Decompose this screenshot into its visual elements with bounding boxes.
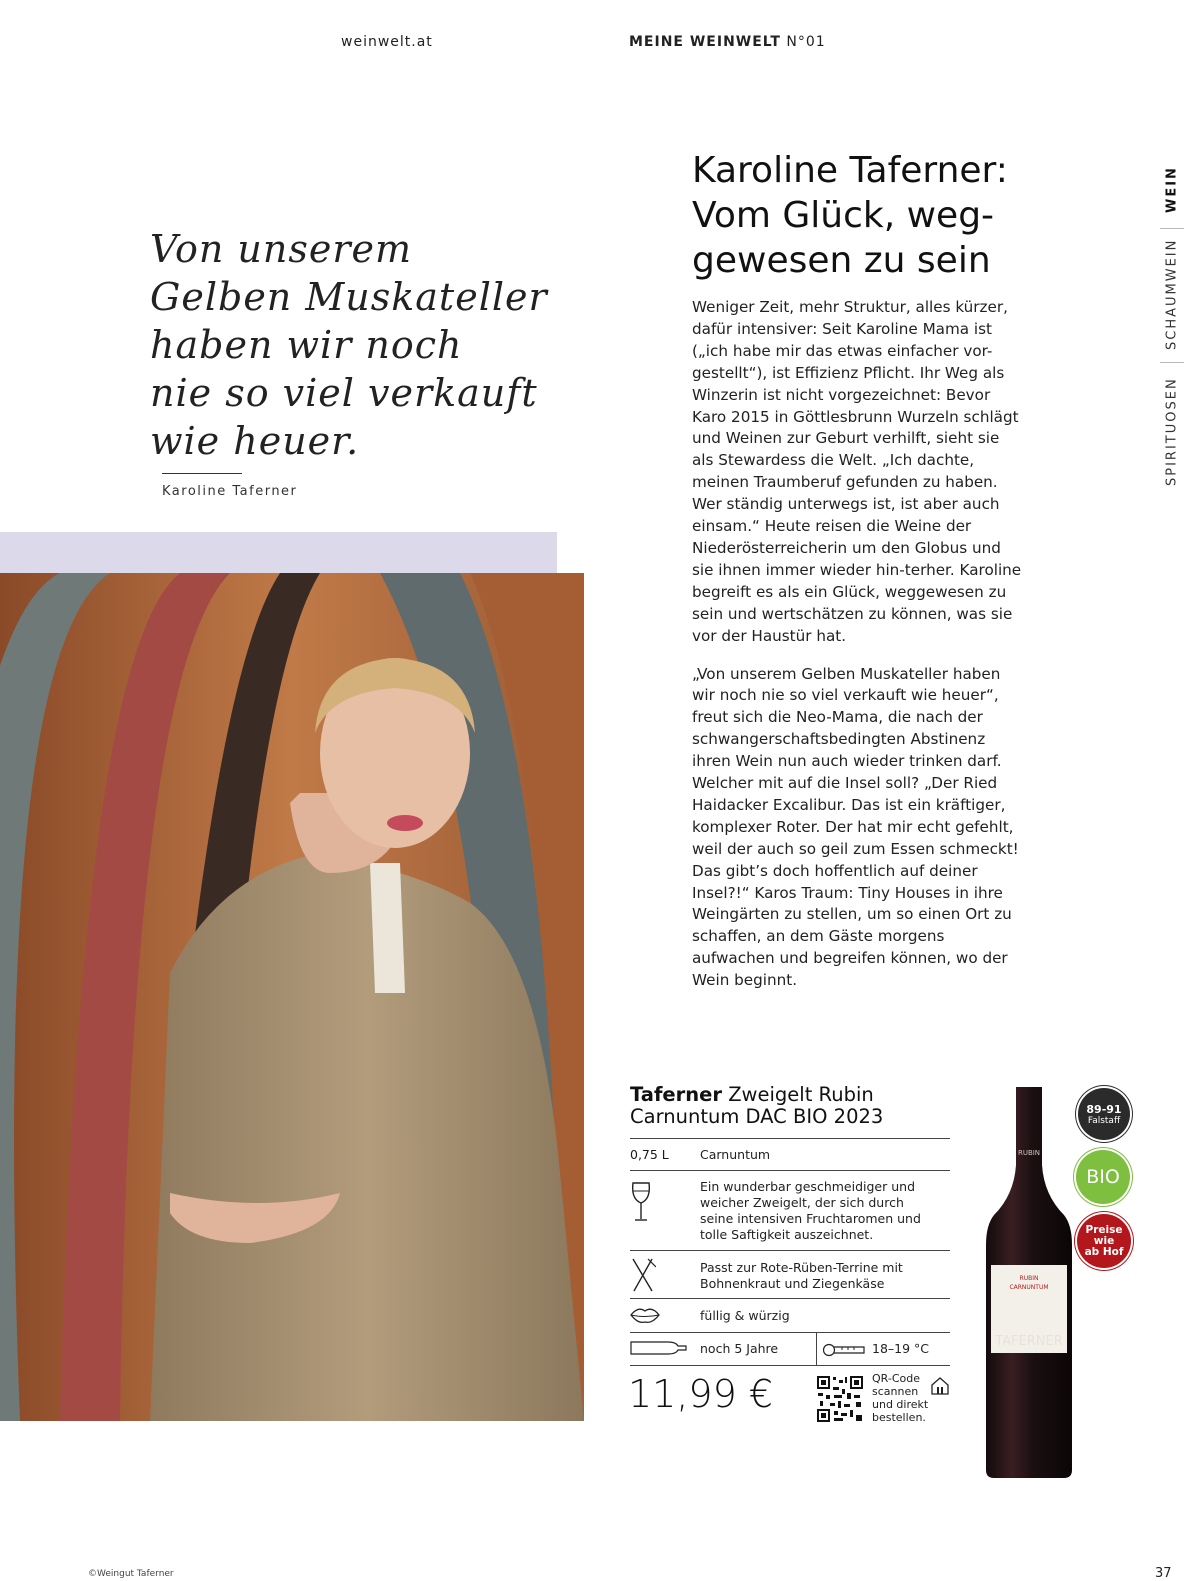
qr-text-line: und direkt [872, 1398, 929, 1411]
article-title [692, 148, 1092, 283]
bottle-label-line: CARNUNTUM [1009, 1284, 1049, 1291]
bio-label: BIO [1086, 1166, 1120, 1188]
title-line: Vom Glück, weg- [692, 195, 995, 236]
wine-storage: noch 5 Jahre [700, 1341, 779, 1356]
title-line: gewesen zu sein [692, 240, 991, 281]
bottle-label-line: RUBIN [1019, 1275, 1039, 1282]
quote-line: haben wir noch [150, 323, 463, 367]
sidenav-divider [1160, 362, 1184, 363]
falstaff-score: 89-91 [1086, 1102, 1122, 1116]
wine-taste: füllig & würzig [700, 1308, 790, 1323]
qr-text-line: QR-Code [872, 1372, 920, 1385]
sidenav-item-spirituosen[interactable]: SPIRITUOSEN [1164, 377, 1180, 487]
quote-line: Gelben Muskateller [150, 275, 548, 319]
wine-description: Ein wunderbar geschmeidiger und weicher Zweigelt, der sich durch seine intensiven Fruchtaromen und tolle Saftigkeit auszeichnet. [700, 1179, 921, 1242]
wine-name [630, 1084, 950, 1128]
bio-badge [1076, 1150, 1130, 1204]
spec-row-description [630, 1170, 950, 1251]
spec-row-storage [630, 1332, 950, 1366]
article-body [692, 297, 1022, 1008]
wine-temperature: 18–19 °C [872, 1341, 930, 1356]
sidenav-divider [1160, 228, 1184, 229]
falstaff-badge [1078, 1088, 1130, 1140]
quote-line: wie heuer. [150, 419, 360, 463]
hof-badge-line: ab Hof [1084, 1245, 1124, 1258]
spec-divider [816, 1333, 817, 1365]
portrait-illustration [0, 573, 584, 1421]
wine-pairing: Passt zur Rote-Rüben-Terrine mit Bohnenkraut und Ziegenkäse [700, 1260, 903, 1291]
falstaff-label: Falstaff [1087, 1115, 1121, 1126]
lips-icon [630, 1305, 660, 1325]
article-paragraph: „Von unserem Gelben Muskateller haben wir noch nie so viel verkauft wie heuer“, freut sich die Neo-Mama, die nach der schwangerschaftsbedingten Abstinenz ihren Wein nun auch wieder trinken darf. Welcher mit auf die Insel soll? „Der Ried Haidacker Excalibur. Das ist ein kräftiger, komplexer Roter. Der hat mir echt gefehlt, weil der auch so geil zum Essen schmeckt! Das gibt’s doch hoffentlich auf deiner Insel?!“ Karos Traum: Tiny Houses in ihre Weingärten zu stellen, um so einen Ort zu schaffen, an dem Gäste morgens aufwachen und begreifen können, wo der Wein beginnt. [692, 664, 1019, 990]
wine-glass-icon [630, 1181, 652, 1223]
quote-author: Karoline Taferner [162, 484, 298, 499]
sidenav-item-wein[interactable]: WEIN [1164, 166, 1180, 214]
site-name[interactable]: weinwelt.at [341, 34, 433, 50]
page-number: 37 [1155, 1566, 1172, 1581]
wine-name-rest: Zweigelt Rubin [728, 1083, 874, 1106]
thermometer-icon [822, 1343, 866, 1357]
spec-row-volume [630, 1138, 950, 1171]
decorative-band [0, 532, 557, 573]
wine-volume: 0,75 L [630, 1147, 669, 1162]
magazine-issue: N°01 [786, 34, 826, 50]
spec-row-pairing [630, 1250, 950, 1299]
qr-text-line: scannen [872, 1385, 919, 1398]
magazine-title [629, 34, 826, 50]
title-line: Karoline Taferner: [692, 150, 1008, 191]
photo-credit: ©Weingut Taferner [88, 1569, 174, 1579]
spec-row-taste [630, 1298, 950, 1333]
article-paragraph: Weniger Zeit, mehr Struktur, alles kürzer, dafür intensiver: Seit Karoline Mama ist („ich habe mir das etwas einfacher vor-gestellt“), ist Effizienz Pflicht. Ihr Weg als Winzerin ist nicht vorgezeichnet: Bevor Karo 2015 in Göttlesbrunn Wurzeln schlägt und Weinen zur Geburt verhilft, sieht sie als Stewardess die Welt. „Ich dachte, meinen Traumberuf gefunden zu haben. Wer ständig unterwegs ist, ist aber auch einsam.“ Heute reisen die Weine der Niederösterreicherin um den Globus und sie ihnen immer wieder hin-terher. Karoline begreift es als ein Glück, weggewesen zu sein und wertschätzen zu können, was sie vor der Haustür hat. [692, 298, 1022, 645]
magazine-name: MEINE WEINWELT [629, 34, 781, 50]
shop-icon[interactable] [930, 1376, 950, 1396]
wine-region: Carnuntum [700, 1147, 771, 1162]
sidenav-item-schaumwein[interactable]: SCHAUMWEIN [1164, 238, 1180, 350]
bottle-brand: TAFERNER [995, 1334, 1063, 1349]
wine-bottle-image [984, 1085, 1074, 1480]
qr-code[interactable] [816, 1375, 864, 1423]
wine-producer: Taferner [630, 1083, 722, 1106]
cutlery-icon [630, 1257, 656, 1293]
quote-line: nie so viel verkauft [150, 371, 538, 415]
hof-price-badge [1077, 1214, 1131, 1268]
wine-name-line2: Carnuntum DAC BIO 2023 [630, 1105, 884, 1128]
qr-instructions [872, 1372, 928, 1424]
quote-line: Von unserem [150, 227, 413, 271]
portrait-photo [0, 573, 584, 1421]
wine-price: 11,99 € [628, 1372, 774, 1416]
bottle-lying-icon [630, 1339, 688, 1357]
hof-badge-line: Preise [1085, 1223, 1123, 1236]
quote-divider [162, 473, 242, 474]
qr-text-line: bestellen. [872, 1411, 926, 1424]
bottle-neck-label: RUBIN [1017, 1149, 1041, 1157]
hof-badge-line: wie [1093, 1234, 1115, 1247]
pull-quote [150, 225, 560, 465]
category-sidenav [1152, 160, 1192, 500]
